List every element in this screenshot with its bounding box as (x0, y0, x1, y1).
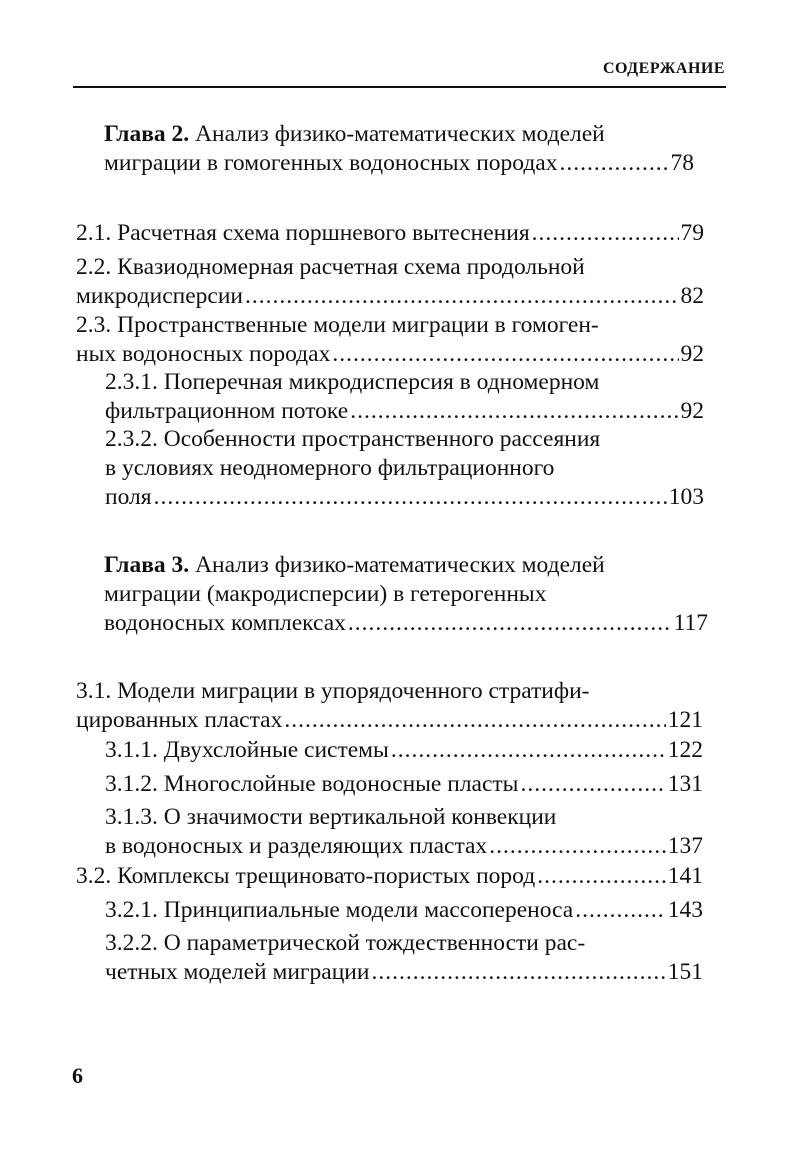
entry-line: 2.3.2. Особенности пространственного рассеяния (105, 426, 601, 452)
page-ref: 92 (680, 398, 704, 424)
entry-text: 3.1.1. Двухслойные системы (105, 737, 389, 763)
dot-leader (391, 736, 666, 765)
entry-line: в условиях неодномерного фильтрационного (105, 455, 555, 481)
running-head: СОДЕРЖАНИЕ (602, 60, 725, 77)
page-ref: 137 (667, 833, 703, 859)
page-ref: 82 (680, 283, 704, 309)
toc-entry-3-2-1[interactable] (105, 896, 703, 925)
entry-last-line (76, 219, 704, 248)
entry-text: 3.1.2. Многослойные водоносные пласты (105, 771, 519, 797)
toc-entry-3-1[interactable] (76, 677, 703, 735)
entry-text: поля (105, 484, 152, 510)
entry-last-line (105, 832, 703, 861)
entry-last-line (105, 770, 703, 799)
toc-entry-3-1-1[interactable] (105, 736, 703, 765)
page-ref: 92 (680, 341, 704, 367)
dot-leader (537, 862, 666, 891)
chapter-title: Анализ физико-математических моделей (195, 121, 605, 147)
chapter-label: Глава 2. (104, 121, 190, 147)
entry-line: 3.1.3. О значимости вертикальной конвекции (105, 804, 557, 830)
chapter-2-entry[interactable] (104, 120, 694, 178)
page-ref: 131 (667, 771, 703, 797)
dot-leader (245, 282, 679, 311)
toc-entry-2-3-1[interactable] (105, 368, 704, 426)
chapter-last-line (104, 609, 708, 638)
chapter-label: Глава 3. (104, 552, 190, 578)
dot-leader (559, 149, 668, 178)
entry-last-line (105, 736, 703, 765)
toc-entry-3-2-2[interactable] (105, 929, 703, 987)
entry-text: водоносных комплексах (104, 610, 346, 636)
toc-entry-3-1-2[interactable] (105, 770, 703, 799)
dot-leader (350, 397, 678, 426)
page-ref: 122 (667, 737, 703, 763)
entry-line: 2.2. Квазиодномерная расчетная схема продольной (76, 254, 585, 280)
dot-leader (154, 483, 667, 512)
page-ref: 117 (673, 610, 708, 636)
chapter-title: Анализ физико-математических моделей (195, 552, 605, 578)
dot-leader (332, 340, 678, 369)
toc-entry-2-2[interactable] (76, 253, 704, 311)
entry-text: 3.2. Комплексы трещиновато-пористых пород (76, 863, 536, 889)
entry-last-line (76, 282, 704, 311)
page-ref: 79 (680, 220, 704, 246)
page-ref: 151 (667, 959, 703, 985)
dot-leader (348, 609, 672, 638)
dot-leader (284, 706, 665, 735)
dot-leader (532, 219, 679, 248)
entry-last-line (105, 397, 704, 426)
dot-leader (489, 832, 666, 861)
chapter-line: миграции (макродисперсии) в гетерогенных (104, 581, 547, 607)
entry-line: 3.1. Модели миграции в упорядоченного стратифи- (76, 678, 590, 704)
entry-text: четных моделей миграции (105, 959, 370, 985)
chapter-last-line (104, 149, 694, 178)
page-ref: 103 (668, 484, 704, 510)
entry-text: в водоносных и разделяющих пластах (105, 833, 488, 859)
chapter-3-entry[interactable] (104, 551, 708, 638)
toc-entry-2-3-2[interactable] (105, 425, 704, 512)
entry-text: фильтрационном потоке (105, 398, 349, 424)
toc-entry-3-1-3[interactable] (105, 803, 703, 861)
entry-line: 2.3.1. Поперечная микродисперсия в одномерном (105, 369, 600, 395)
entry-last-line (76, 706, 703, 735)
page-ref: 143 (667, 897, 703, 923)
entry-line: 2.3. Пространственные модели миграции в гомоген- (76, 312, 599, 338)
entry-text: миграции в гомогенных водоносных породах (104, 150, 558, 176)
entry-last-line (105, 483, 704, 512)
dot-leader (371, 958, 665, 987)
dot-leader (575, 896, 666, 925)
entry-line: 3.2.2. О параметрической тождественности рас- (105, 930, 586, 956)
page-ref: 121 (667, 707, 703, 733)
page-ref: 141 (667, 863, 703, 889)
entry-last-line (76, 340, 704, 369)
dot-leader (520, 770, 665, 799)
entry-text: микродисперсии (76, 283, 243, 309)
page-number: 6 (72, 1063, 83, 1088)
entry-text: цированных пластах (76, 707, 283, 733)
toc-entry-2-3[interactable] (76, 311, 704, 369)
entry-text: ных водоносных породах (76, 341, 331, 367)
chapter-line (104, 120, 694, 149)
entry-last-line (105, 958, 703, 987)
chapter-line (104, 551, 708, 580)
entry-text: 3.2.1. Принципиальные модели массопереноса (105, 897, 574, 923)
toc-entry-3-2[interactable] (76, 862, 703, 891)
entry-last-line (76, 862, 703, 891)
entry-text: 2.1. Расчетная схема поршневого вытеснения (76, 220, 530, 246)
page-ref: 78 (670, 150, 694, 176)
toc-entry-2-1[interactable] (76, 219, 704, 248)
entry-last-line (105, 896, 703, 925)
